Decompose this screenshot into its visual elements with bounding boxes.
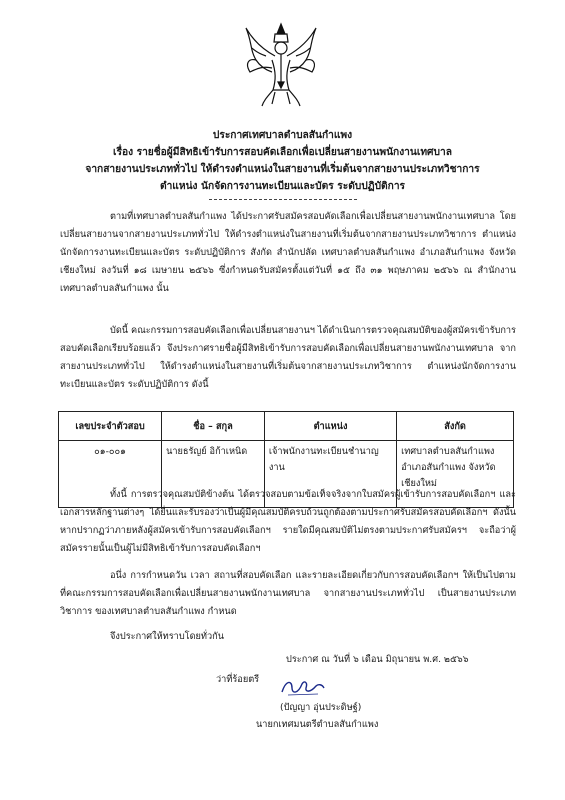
cell-exam-id: ๐๑-๐๐๑	[59, 441, 162, 508]
announcement-date: ประกาศ ณ วันที่ ๖ เดือน มิถุนายน พ.ศ. ๒๕๖๖	[286, 654, 469, 665]
subject-line-3: ตำแหน่ง นักจัดการงานทะเบียนและบัตร ระดับปฏิบัติการ	[159, 181, 406, 192]
announcement-title: ประกาศเทศบาลตำบลสันกำแพง	[212, 130, 353, 141]
cell-name: นายธรัญย์ อิก้าเหนิด	[162, 441, 265, 508]
paragraph-schedule: อนึ่ง การกำหนดวัน เวลา สถานที่สอบคัดเลือก และรายละเอียดเกี่ยวกับการสอบคัดเลือกฯ ให้เป็นไปตามที่คณะกรรมการสอบคัดเลือกเพื่อเปลี่ยนสายงานพนักงานเทศบาล จากสายงานประเภททั่วไป เป็นสายงานประเภทวิชาการ ของเทศบาลตำบลสันกำแพง กำหนด	[60, 570, 516, 617]
signer-title: นายกเทศมนตรีตำบลสันกำแพง	[256, 719, 379, 730]
subject-line: เรื่อง รายชื่อผู้มีสิทธิเข้ารับการสอบคัดเลือกเพื่อเปลี่ยนสายงานพนักงานเทศบาล	[113, 147, 452, 158]
header-exam-id: เลขประจำตัวสอบ	[59, 412, 162, 441]
signer-name: (ปัญญา อุ่นประดิษฐ์)	[280, 702, 362, 713]
paragraph-closing: จึงประกาศให้ทราบโดยทั่วกัน	[110, 631, 224, 642]
cell-unit: เทศบาลตำบลสันกำแพง อำเภอสันกำแพง จังหวัดเชียงใหม่	[397, 441, 514, 508]
signer-rank: ว่าที่ร้อยตรี	[216, 674, 260, 685]
header-name: ชื่อ – สกุล	[162, 412, 265, 441]
garuda-emblem-icon	[242, 20, 320, 110]
subject-line-2: จากสายงานประเภททั่วไป ให้ดำรงตำแหน่งในสายงานที่เริ่มต้นจากสายงานประเภทวิชาการ	[85, 164, 480, 175]
cell-position: เจ้าพนักงานทะเบียนชำนาญงาน	[264, 441, 396, 508]
paragraph-announcement: บัดนี้ คณะกรรมการสอบคัดเลือกเพื่อเปลี่ยนสายงานฯ ได้ดำเนินการตรวจคุณสมบัติของผู้สมัครเข้ารับการสอบคัดเลือกเรียบร้อยแล้ว จึงประกาศรายชื่อผู้มีสิทธิเข้ารับการสอบคัดเลือกเพื่อเปลี่ยนสายงานพนักงานเทศบาล จากสายงานประเภททั่วไป ให้ดำรงตำแหน่งในสายงานที่เริ่มต้นจากสายงานประเภทวิชาการ ตำแหน่งนักจัดการงานทะเบียนและบัตร ระดับปฏิบัติการ ดังนี้	[60, 325, 516, 390]
paragraph-verification: ทั้งนี้ การตรวจคุณสมบัติข้างต้น ได้ตรวจสอบตามข้อเท็จจริงจากใบสมัครผู้เข้ารับการสอบคัดเลือกฯ และเอกสารหลักฐานต่างๆ ได้ยื่นและรับรองว่าเป็นผู้มีคุณสมบัติครบถ้วนถูกต้องตามประกาศรับสมัครสอบคัดเลือกฯ ดังนั้น หากปรากฏว่าภายหลังผู้สมัครเข้ารับการสอบคัดเลือกฯ รายใดมีคุณสมบัติไม่ตรงตามประกาศรับสมัครฯ จะถือว่าผู้สมัครรายนั้นเป็นผู้ไม่มีสิทธิเข้ารับการสอบคัดเลือกฯ	[60, 489, 516, 554]
heading-divider	[209, 199, 357, 200]
header-unit: สังกัด	[397, 412, 514, 441]
paragraph-background: ตามที่เทศบาลตำบลสันกำแพง ได้ประกาศรับสมัครสอบคัดเลือกเพื่อเปลี่ยนสายงานพนักงานเทศบาล โดยเปลี่ยนสายงานจากสายงานประเภททั่วไป ให้ดำรงตำแหน่งในสายงานที่เริ่มต้นจากสายงานประเภทวิชาการ ตำแหน่งนักจัดการงานทะเบียนและบัตร ระดับปฏิบัติการ สังกัด สำนักปลัด เทศบาลตำบลสันกำแพง อำเภอสันกำแพง จังหวัดเชียงใหม่ ลงวันที่ ๑๘ เมษายน ๒๕๖๖ ซึ่งกำหนดรับสมัครตั้งแต่วันที่ ๑๕ ถึง ๓๑ พฤษภาคม ๒๕๖๖ ณ สำนักงานเทศบาลตำบลสันกำแพง นั้น	[60, 211, 516, 294]
table-header-row	[59, 412, 514, 441]
handwritten-signature	[278, 676, 328, 698]
header-position: ตำแหน่ง	[264, 412, 396, 441]
